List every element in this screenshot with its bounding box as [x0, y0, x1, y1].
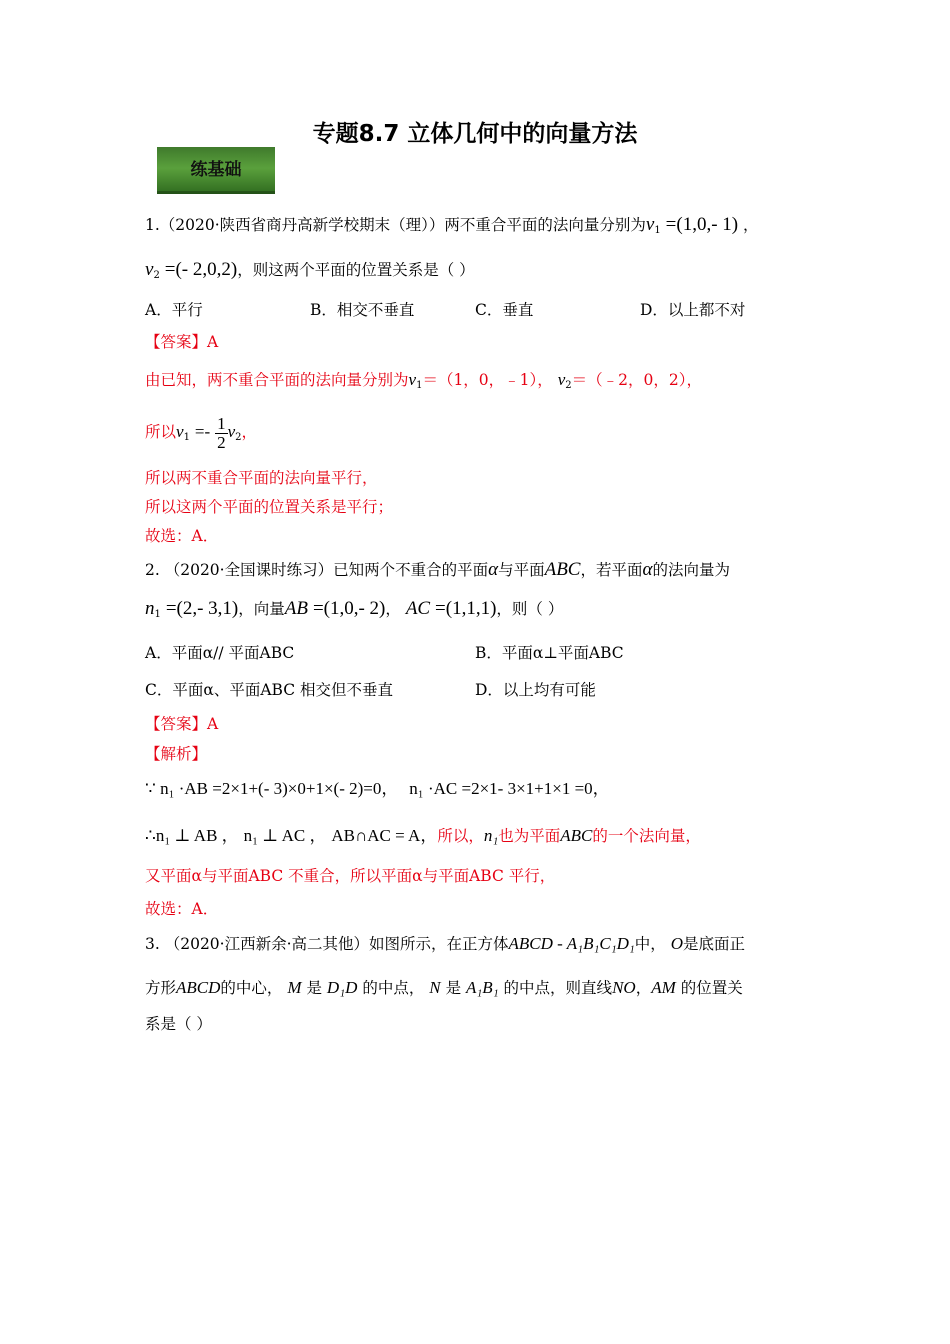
q2-option-d: D．以上均有可能 [475, 681, 596, 699]
q2-option-c: C．平面α、平面ABC 相交但不垂直 [145, 681, 393, 699]
section-badge: 练基础 [157, 147, 275, 194]
q1-solution-1: 由已知，两不重合平面的法向量分别为$v_1=(1$，0，﹣1）， $v_2=(﹣2$，0，2）， [145, 370, 702, 391]
q1-solution-4: 所以这两个平面的位置关系是平行； [145, 498, 394, 516]
q1-option-c: C．垂直 [475, 301, 534, 319]
q2-eq2: n₁ ·AC =2×1- 3×1+1×1 =0， [409, 779, 610, 798]
q2-perp-line: ∴n₁ ⊥ AB ， n₁ ⊥ AC ， AB∩AC = A，所以，n₁也为平面ABC的一个法向量， [145, 826, 701, 845]
q2-option-a: A．平面α// 平面ABC [145, 644, 295, 662]
q2-analysis-label: 【解析】 [145, 745, 208, 763]
q2-line2: $n_1 =(2,-$ 3,1)，向量AB =(1,0,- 2)， AC =(1,1,1)，则（ ） [145, 598, 564, 620]
q1-line2: $v_2$ =(- 2,0,2)，则这两个平面的位置关系是（ ） [145, 259, 475, 281]
fraction-half: $\frac{1}{2}$ [217, 413, 226, 452]
q1-v1-value: =(1,0,- 1) [665, 214, 739, 235]
q1-solution-3: 所以两不重合平面的法向量平行， [145, 469, 378, 487]
q3-line3: 系是（ ） [145, 1015, 212, 1033]
q1-line1: 1.（2020·陕西省商丹高新学校期末（理））两不重合平面的法向量分别为$v_1 =(1,0,-$ 1) ， [145, 214, 759, 236]
q1-solution-5: 故选：A． [145, 527, 219, 545]
q1-answer: 【答案】A [145, 333, 219, 351]
q2-conclusion: 又平面α与平面ABC 不重合，所以平面α与平面ABC 平行， [145, 867, 556, 885]
q1-stem: 1.（2020·陕西省商丹高新学校期末（理））两不重合平面的法向量分别为 [145, 216, 646, 234]
q1-solution-2: 所以$v_1$ =- $\frac{1}{2}$ $v_2$， [145, 413, 257, 452]
q2-answer: 【答案】A [145, 715, 219, 733]
q2-option-b: B．平面α⊥平面ABC [475, 644, 624, 662]
q2-eq-line [145, 777, 610, 801]
q1-option-a: A．平行 [145, 301, 203, 319]
q3-line2: 方形ABCD的中心， M 是 D₁D 的中点， N 是 A₁B₁ 的中点，则直线NO，AM 的位置关 [145, 978, 743, 997]
q1-v2-value: =(- 2,0,2) [164, 259, 238, 280]
q2-eq1: ∵ n₁ ·AB =2×1+(- 3)×0+1×(- 2)=0， [145, 779, 399, 798]
page-title: 专题8.7 立体几何中的向量方法 [312, 121, 638, 147]
q1-option-b: B．相交不垂直 [310, 301, 415, 319]
q3-line1: 3. （2020·江西新余·高二其他）如图所示，在正方体ABCD - A₁B₁C₁D₁中， O是底面正 [145, 934, 746, 953]
q1-option-d: D．以上都不对 [640, 301, 746, 319]
q2-line1: 2. （2020·全国课时练习）已知两个不重合的平面α与平面ABC，若平面α的法向量为 [145, 559, 730, 580]
q2-select: 故选：A． [145, 900, 219, 918]
